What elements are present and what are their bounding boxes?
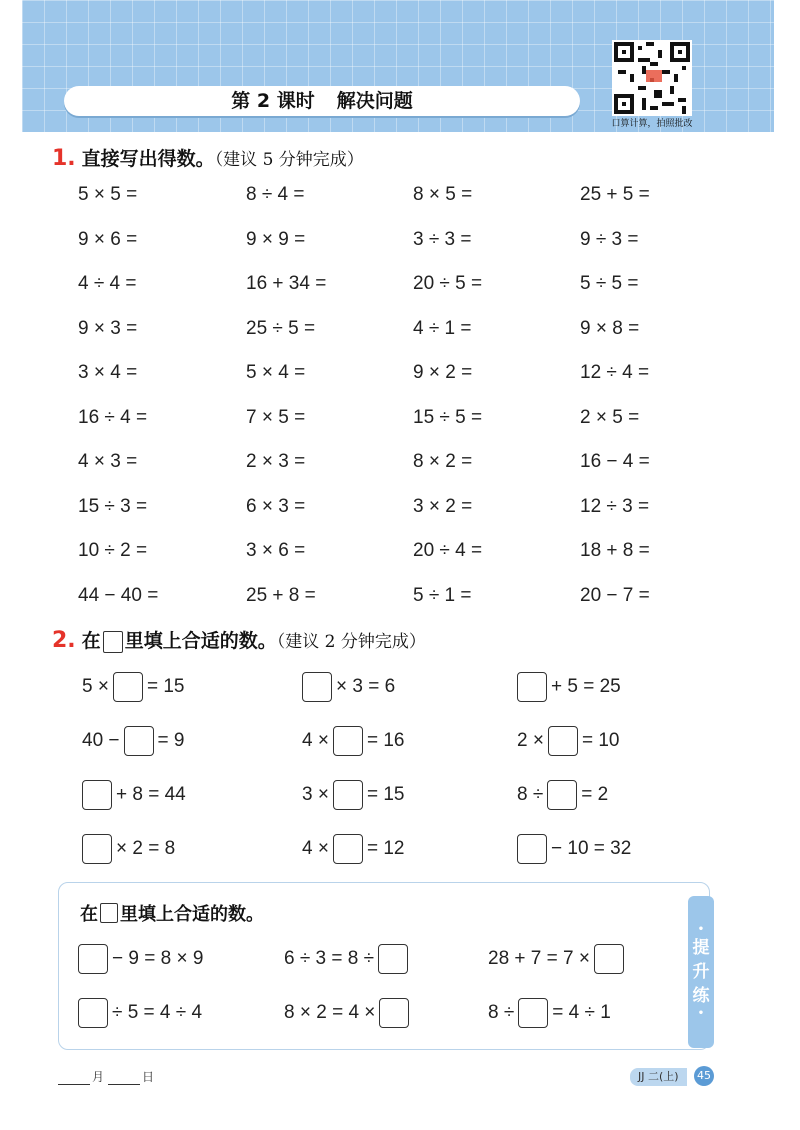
answer-box[interactable] xyxy=(82,834,112,864)
tab-char: 升 xyxy=(692,962,710,982)
answer-box[interactable] xyxy=(78,944,108,974)
calc-problem: 9 × 9 = xyxy=(246,228,306,250)
calc-problem: 9 × 3 = xyxy=(78,317,138,339)
fill-problem xyxy=(76,998,204,1028)
section1-heading xyxy=(52,144,364,171)
calc-problem: 44 − 40 = xyxy=(78,584,159,606)
problem-text: 2 × xyxy=(517,730,544,751)
problem-text: 4 × xyxy=(302,838,329,859)
calc-problem: 18 + 8 = xyxy=(580,540,650,561)
answer-box[interactable] xyxy=(78,998,108,1028)
fill-problem xyxy=(76,944,205,974)
calc-problem: 9 × 6 = xyxy=(78,228,138,250)
challenge-title-pre: 在 xyxy=(80,904,98,925)
fill-problem xyxy=(282,944,410,974)
section1-title: 直接写出得数。 xyxy=(81,148,215,170)
tab-char: 练 xyxy=(692,986,710,1006)
problem-text: + 8 = 44 xyxy=(116,784,186,805)
problem-text: = 15 xyxy=(146,676,185,697)
day-blank[interactable] xyxy=(108,1072,140,1085)
book-label: JJ 二(上) xyxy=(630,1068,687,1086)
calc-problem: 4 × 3 = xyxy=(78,451,138,472)
section1-number: 1. xyxy=(52,146,76,171)
problem-text: 8 ÷ xyxy=(517,784,544,805)
answer-box[interactable] xyxy=(594,944,624,974)
calc-problem: 2 × 3 = xyxy=(246,451,306,472)
problem-text: − 9 = 8 × 9 xyxy=(112,948,204,969)
calc-problem: 3 × 4 = xyxy=(78,362,138,383)
calc-problem: 3 ÷ 3 = xyxy=(413,228,472,250)
lesson-topic: 解决问题 xyxy=(336,90,413,112)
calc-problem: 20 ÷ 4 = xyxy=(413,540,483,561)
calc-problem: 8 × 2 = xyxy=(413,451,473,472)
challenge-title xyxy=(80,900,264,926)
lesson-label: 第 2 课时 xyxy=(231,90,315,112)
calc-problem: 16 + 34 = xyxy=(246,273,327,294)
fill-problem xyxy=(80,834,177,864)
qr-code[interactable] xyxy=(612,40,692,116)
problem-text: = 4 ÷ 1 xyxy=(552,1002,611,1023)
answer-box[interactable] xyxy=(124,726,154,756)
month-blank[interactable] xyxy=(58,1072,90,1085)
problem-text: × 3 = 6 xyxy=(336,676,396,697)
fill-problem xyxy=(80,780,188,810)
day-label: 日 xyxy=(142,1070,155,1084)
answer-box[interactable] xyxy=(547,780,577,810)
answer-box[interactable] xyxy=(333,780,363,810)
answer-box[interactable] xyxy=(517,672,547,702)
fill-problem xyxy=(515,726,621,756)
answer-box[interactable] xyxy=(333,726,363,756)
answer-box[interactable] xyxy=(517,834,547,864)
calc-problem: 12 ÷ 3 = xyxy=(580,495,650,517)
calc-problem: 7 × 5 = xyxy=(246,406,306,428)
answer-box[interactable] xyxy=(302,672,332,702)
problem-text: + 5 = 25 xyxy=(551,676,621,697)
calc-problem: 20 − 7 = xyxy=(580,584,650,606)
answer-box[interactable] xyxy=(113,672,143,702)
month-label: 月 xyxy=(92,1070,105,1084)
calc-problem: 5 ÷ 1 = xyxy=(413,584,472,606)
calc-problem: 12 ÷ 4 = xyxy=(580,362,650,383)
fill-problem xyxy=(486,998,613,1028)
calc-problem: 20 ÷ 5 = xyxy=(413,273,483,294)
calc-problem: 9 ÷ 3 = xyxy=(580,228,639,250)
calc-problem: 9 × 2 = xyxy=(413,362,473,383)
answer-box[interactable] xyxy=(378,944,408,974)
calc-problem: 10 ÷ 2 = xyxy=(78,540,148,561)
answer-box-icon xyxy=(100,903,118,923)
section2-heading xyxy=(52,626,426,653)
section1-hint: （建议 5 分钟完成） xyxy=(214,150,364,170)
problem-text: = 16 xyxy=(366,730,405,751)
calc-problem: 3 × 2 = xyxy=(413,495,473,517)
answer-box[interactable] xyxy=(82,780,112,810)
calc-problem: 5 × 4 = xyxy=(246,362,306,383)
fill-problem xyxy=(282,998,411,1028)
calc-problem: 2 × 5 = xyxy=(580,406,640,428)
challenge-title-post: 里填上合适的数。 xyxy=(120,904,264,925)
tab-char: 提 xyxy=(692,938,710,958)
answer-box[interactable] xyxy=(333,834,363,864)
problem-text: ÷ 5 = 4 ÷ 4 xyxy=(112,1002,203,1023)
problem-text: 28 + 7 = 7 × xyxy=(488,948,590,969)
section2-title-pre: 在 xyxy=(81,630,101,652)
fill-problem xyxy=(486,944,626,974)
calc-problem: 15 ÷ 3 = xyxy=(78,495,148,517)
section2-hint: （建议 2 分钟完成） xyxy=(276,632,426,652)
answer-box[interactable] xyxy=(518,998,548,1028)
date-line xyxy=(58,1068,154,1085)
problem-text: 4 × xyxy=(302,730,329,751)
calc-problem: 6 × 3 = xyxy=(246,495,306,517)
problem-text: = 9 xyxy=(157,730,185,751)
fill-problem xyxy=(300,780,406,810)
problem-text: − 10 = 32 xyxy=(551,838,632,859)
calc-problem: 3 × 6 = xyxy=(246,540,306,561)
fill-problem xyxy=(515,780,610,810)
answer-box[interactable] xyxy=(379,998,409,1028)
answer-box[interactable] xyxy=(548,726,578,756)
improve-practice-tab: • 提 升 练 • xyxy=(688,896,714,1048)
fill-problem xyxy=(80,726,186,756)
section2-number: 2. xyxy=(52,628,76,653)
problem-text: = 12 xyxy=(366,838,405,859)
fill-problem xyxy=(80,672,186,702)
problem-text: 6 ÷ 3 = 8 ÷ xyxy=(284,948,375,969)
calc-problem: 5 × 5 = xyxy=(78,184,138,205)
calc-problem: 9 × 8 = xyxy=(580,317,640,339)
calc-problem: 25 ÷ 5 = xyxy=(246,317,316,339)
problem-text: 5 × xyxy=(82,676,109,697)
qr-code-icon xyxy=(614,42,690,114)
calc-problem: 25 + 5 = xyxy=(580,184,650,205)
calc-problem: 4 ÷ 1 = xyxy=(413,317,472,339)
page-number: 45 xyxy=(694,1066,714,1086)
problem-text: = 2 xyxy=(581,784,609,805)
section2-title-post: 里填上合适的数。 xyxy=(124,630,277,652)
problem-text: 8 × 2 = 4 × xyxy=(284,1002,376,1023)
fill-problem xyxy=(515,834,633,864)
calc-problem: 16 ÷ 4 = xyxy=(78,406,148,428)
problem-text: × 2 = 8 xyxy=(116,838,176,859)
answer-box-icon xyxy=(103,631,123,653)
problem-text: 3 × xyxy=(302,784,329,805)
calc-problem: 15 ÷ 5 = xyxy=(413,406,483,428)
fill-problem xyxy=(515,672,623,702)
qr-caption: 口算计算，拍照批改 xyxy=(611,119,693,129)
calc-problem: 16 − 4 = xyxy=(580,451,650,472)
problem-text: 8 ÷ xyxy=(488,1002,515,1023)
fill-problem xyxy=(300,672,397,702)
problem-text: = 10 xyxy=(581,730,620,751)
fill-problem xyxy=(300,834,406,864)
problem-text: = 15 xyxy=(366,784,405,805)
calc-problem: 5 ÷ 5 = xyxy=(580,273,639,294)
calc-problem: 8 ÷ 4 = xyxy=(246,184,305,205)
fill-problem xyxy=(300,726,406,756)
calc-problem: 25 + 8 = xyxy=(246,584,316,606)
problem-text: 40 − xyxy=(82,730,120,751)
calc-problem: 4 ÷ 4 = xyxy=(78,273,137,294)
calc-problem: 8 × 5 = xyxy=(413,184,473,205)
page-title xyxy=(64,86,580,116)
